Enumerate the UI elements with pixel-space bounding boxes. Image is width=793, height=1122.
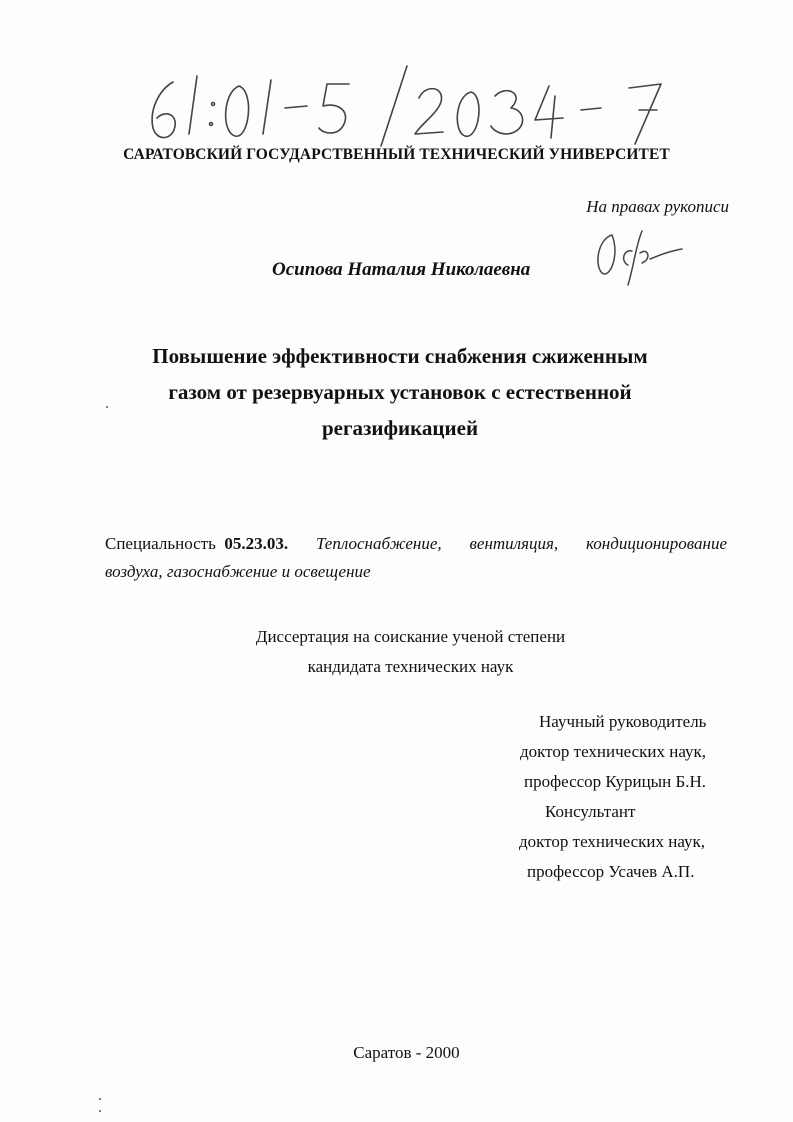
author-name: Осипова Наталия Николаевна — [272, 259, 531, 280]
dissertation-title — [80, 338, 720, 446]
specialty-line-2: воздуха, газоснабжение и освещение — [105, 562, 371, 581]
supervisor-name: профессор Курицын Б.Н. — [524, 772, 706, 791]
author-signature — [590, 225, 690, 295]
supervisor-title: Научный руководитель — [539, 712, 707, 731]
specialty-label: Специальность — [105, 534, 216, 553]
title-line: газом от резервуарных установок с естественной — [168, 380, 632, 404]
specialty-code: 05.23.03. — [224, 534, 289, 553]
handwritten-catalog-number — [135, 62, 695, 152]
university-name: САРАТОВСКИЙ ГОСУДАРСТВЕННЫЙ ТЕХНИЧЕСКИЙ УНИВЕРСИТЕТ — [123, 146, 670, 163]
specialty-block — [105, 530, 727, 586]
specialty-line-1 — [105, 530, 727, 558]
degree-line: кандидата технических наук — [307, 657, 514, 676]
degree-line: Диссертация на соискание ученой степени — [255, 627, 566, 646]
scan-speck — [106, 406, 108, 408]
title-line: регазификацией — [321, 416, 479, 440]
city-year: Саратов - 2000 — [353, 1043, 460, 1062]
scan-speck — [99, 1110, 101, 1112]
scan-speck — [99, 1098, 101, 1100]
consultant-name: профессор Усачев А.П. — [527, 862, 695, 881]
specialty-word: кондиционирование — [585, 534, 727, 553]
title-line: Повышение эффективности снабжения сжиженным — [152, 344, 648, 368]
consultant-degree: доктор технических наук, — [519, 832, 706, 851]
consultant-title: Консультант — [545, 802, 636, 821]
specialty-word: вентиляция, — [469, 534, 559, 553]
specialty-word: Теплоснабжение, — [315, 534, 442, 553]
degree-statement — [0, 622, 793, 682]
rights-note: На правах рукописи — [586, 197, 729, 216]
supervisor-degree: доктор технических наук, — [520, 742, 707, 761]
specialty-label-and-code — [105, 530, 288, 558]
